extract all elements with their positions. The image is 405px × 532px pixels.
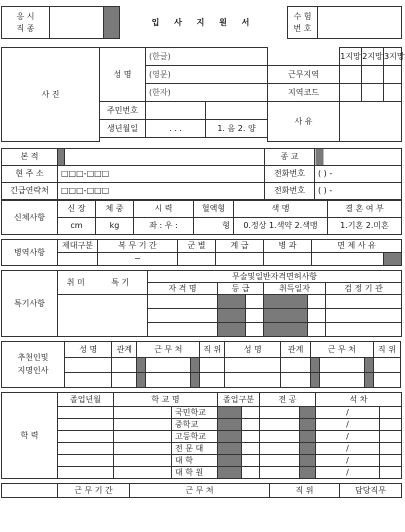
shaded-cell [300, 431, 316, 443]
shaded-cell [300, 419, 316, 431]
grad-type-input[interactable] [242, 443, 260, 455]
cert-grade-input[interactable] [246, 295, 264, 309]
resident-number-back[interactable] [206, 102, 268, 120]
school-level: 대 학 원 [172, 467, 218, 479]
branch-input[interactable] [178, 253, 216, 266]
ref2-name-header: 성 명 [225, 342, 281, 358]
name-hanja-field[interactable]: (한자) [146, 84, 268, 102]
shaded-cell [218, 407, 242, 419]
major-input[interactable] [260, 419, 300, 431]
weight-header: 체 중 [96, 201, 134, 218]
cert-agency-input[interactable] [326, 309, 402, 323]
weight-input[interactable]: kg [96, 218, 134, 235]
rank-input[interactable]: / [316, 431, 380, 443]
period-header: 복 무 기 간 [98, 240, 178, 253]
specialty-header: 병 과 [264, 240, 312, 253]
ref-name-input[interactable] [65, 373, 112, 388]
school-level: 중학교 [172, 419, 218, 431]
birthdate-input[interactable]: . . . [146, 120, 206, 138]
exemption-header: 면 제 사 유 [312, 240, 402, 253]
shaded-cell [300, 455, 316, 467]
body-info [1, 200, 402, 235]
pref-3-label: 3지망 [384, 48, 402, 66]
shaded-cell [218, 419, 242, 431]
cert-date-input[interactable] [308, 309, 326, 323]
ref-relation-input[interactable] [112, 358, 137, 373]
shaded-cell [384, 253, 402, 266]
grad-type-input[interactable] [242, 431, 260, 443]
emergency-phone-label: 전화번호 [265, 183, 315, 200]
resident-number-label: 주민번호 [100, 102, 146, 120]
period-input[interactable]: ~ [98, 253, 178, 266]
shaded-cell [310, 358, 319, 373]
exam-field-label: 응 시 직 종 [2, 7, 50, 39]
ref-workplace-header: 근 무 처 [137, 342, 200, 358]
marital-options[interactable]: 1.기혼 2.미혼 [328, 218, 402, 235]
rank-extra[interactable] [380, 419, 402, 431]
ref2-position-header: 직 위 [373, 342, 400, 358]
shaded-cell [137, 373, 146, 388]
education-section-label: 학 력 [2, 393, 58, 479]
photo-box[interactable]: 사 진 [2, 48, 100, 142]
ref-workplace-input[interactable] [146, 358, 191, 373]
grad-type-input[interactable] [242, 455, 260, 467]
cert-agency-input[interactable] [326, 295, 402, 309]
grad-type-input[interactable] [242, 419, 260, 431]
career-section-label [2, 484, 58, 498]
military-section-label: 병역사항 [2, 240, 58, 266]
marital-header: 결 혼 여 부 [328, 201, 402, 218]
grad-date-header: 졸업년월 [58, 393, 114, 407]
emergency-phone-input[interactable]: ( ) - [315, 183, 402, 200]
ref-position-input[interactable] [200, 358, 225, 373]
phone-input[interactable]: ( ) - [315, 166, 402, 183]
career-duty-header: 담당직무 [340, 484, 402, 498]
grad-type-input[interactable] [242, 407, 260, 419]
blood-input[interactable]: 형 [194, 218, 234, 235]
ref2-position-input[interactable] [373, 358, 400, 373]
special-info [1, 270, 402, 337]
discharge-input[interactable] [58, 253, 98, 266]
school-name-input[interactable] [114, 467, 172, 479]
major-input[interactable] [260, 407, 300, 419]
vision-input[interactable]: 좌 : 우 : [134, 218, 194, 235]
resident-number-front[interactable] [146, 102, 206, 120]
cert-date-input[interactable] [308, 323, 326, 337]
cert-grade-input[interactable] [246, 309, 264, 323]
special-section-label: 특기사항 [2, 271, 58, 337]
rank-extra[interactable] [380, 467, 402, 479]
rank-extra[interactable] [380, 431, 402, 443]
name-label: 성 명 [100, 48, 146, 102]
rank-header: 계 급 [216, 240, 264, 253]
grad-date-input[interactable] [58, 467, 114, 479]
ref-workplace-input[interactable] [146, 373, 191, 388]
specialty-input[interactable] [264, 253, 312, 266]
region-code-2[interactable] [362, 84, 384, 102]
hobby-label: 취 미 [58, 271, 94, 295]
emergency-input[interactable]: □□□-□□□ [58, 183, 265, 200]
branch-header: 군 별 [178, 240, 216, 253]
grad-date-input[interactable] [58, 443, 114, 455]
major-input[interactable] [260, 443, 300, 455]
shaded-cell [300, 407, 316, 419]
page-title: 입 사 지 원 서 [151, 17, 256, 27]
gender-options[interactable]: 1. 음 2. 양 [206, 120, 268, 138]
origin-input[interactable] [65, 149, 265, 166]
shaded-cell [191, 373, 200, 388]
rank-input[interactable]: / [316, 467, 380, 479]
ref2-name-input[interactable] [225, 373, 281, 388]
pref-3-input[interactable] [384, 66, 402, 84]
rank-input[interactable]: / [316, 455, 380, 467]
career-position-header: 직 위 [270, 484, 340, 498]
spacer [314, 48, 340, 66]
education-info [1, 392, 402, 479]
reason-label: 사 유 [268, 102, 340, 142]
rank-header: 석 차 [316, 393, 402, 407]
pref-2-input[interactable] [362, 66, 384, 84]
shaded-cell [104, 7, 120, 39]
shaded-cell [218, 467, 242, 479]
ref2-workplace-input[interactable] [319, 358, 364, 373]
rank-extra[interactable] [380, 443, 402, 455]
cert-date-input[interactable] [308, 295, 326, 309]
ref2-position-input[interactable] [373, 373, 400, 388]
career-period-header: 근 무 기 간 [58, 484, 130, 498]
cert-name-header: 자 격 명 [148, 283, 218, 295]
pref-1-label: 1지망 [340, 48, 362, 66]
region-code-3[interactable] [384, 84, 402, 102]
region-code-label: 지역코드 [268, 84, 340, 102]
pref-2-label: 2지망 [362, 48, 384, 66]
grad-date-input[interactable] [58, 455, 114, 467]
grad-type-header: 졸업구분 [218, 393, 260, 407]
references-section-label: 추천인및 지명인사 [2, 342, 65, 388]
school-name-input[interactable] [114, 431, 172, 443]
contact-info [1, 148, 402, 200]
height-input[interactable]: cm [58, 218, 96, 235]
shaded-cell [300, 443, 316, 455]
cert-agency-input[interactable] [326, 323, 402, 337]
shaded-cell [364, 373, 373, 388]
shaded-cell [300, 467, 316, 479]
shaded-cell [264, 309, 308, 323]
school-name-input[interactable] [114, 455, 172, 467]
ref-position-header: 직 위 [200, 342, 225, 358]
rank-input[interactable]: / [316, 443, 380, 455]
hobby-skill-input[interactable] [58, 295, 148, 337]
name-korean-field[interactable]: (한글) [146, 48, 268, 66]
cert-name-input[interactable] [148, 309, 218, 323]
major-input[interactable] [260, 431, 300, 443]
height-header: 신 장 [58, 201, 96, 218]
spacer [268, 48, 314, 66]
colorblind-options[interactable]: 0.정상 1.색약 2.색맹 [234, 218, 328, 235]
blood-header: 혈액형 [194, 201, 234, 218]
work-region-label: 근무지역 [268, 66, 340, 84]
shaded-cell [264, 323, 308, 337]
religion-input[interactable] [315, 149, 402, 166]
rank-extra[interactable] [380, 455, 402, 467]
region-code-1[interactable] [340, 84, 362, 102]
cert-date-header: 취득일자 [264, 283, 326, 295]
ref2-name-input[interactable] [225, 358, 281, 373]
ref2-relation-header: 관계 [281, 342, 310, 358]
name-english-field[interactable]: (영문) [146, 66, 268, 84]
application-form [0, 6, 405, 532]
exam-number-input[interactable] [318, 7, 402, 39]
discharge-header: 제대구분 [58, 240, 98, 253]
major-header: 전 공 [260, 393, 316, 407]
address-label: 현 주 소 [2, 166, 58, 183]
cert-name-input[interactable] [148, 323, 218, 337]
ref-name-header: 성 명 [65, 342, 112, 358]
cert-grade-input[interactable] [246, 323, 264, 337]
spacer [100, 138, 268, 142]
cert-title: 무술및일반자격면허사항 [148, 271, 402, 283]
ref-name-input[interactable] [65, 358, 112, 373]
vision-header: 시 력 [134, 201, 194, 218]
shaded-cell [218, 455, 242, 467]
shaded-cell [218, 309, 246, 323]
rank-extra[interactable] [380, 407, 402, 419]
ref2-relation-input[interactable] [281, 373, 310, 388]
body-section-label: 신체사항 [2, 201, 58, 235]
school-level: 대 학 [172, 455, 218, 467]
shaded-cell [264, 295, 308, 309]
shaded-cell [218, 443, 242, 455]
grad-type-input[interactable] [242, 467, 260, 479]
exemption-input[interactable] [312, 253, 384, 266]
ref-position-input[interactable] [200, 373, 225, 388]
military-info [1, 239, 402, 266]
personal-info [1, 47, 405, 142]
birthdate-label: 생년월일 [100, 120, 146, 138]
school-level: 고등학교 [172, 431, 218, 443]
school-name-input[interactable] [114, 407, 172, 419]
cert-name-input[interactable] [148, 295, 218, 309]
rank-input[interactable]: / [316, 419, 380, 431]
ref2-workplace-header: 근 무 처 [310, 342, 373, 358]
major-input[interactable] [260, 467, 300, 479]
shaded-cell [310, 373, 319, 388]
ref-relation-header: 관계 [112, 342, 137, 358]
career-info [1, 483, 402, 498]
rank-input[interactable]: / [316, 407, 380, 419]
shaded-cell [191, 358, 200, 373]
grad-date-input[interactable] [58, 419, 114, 431]
rank-input[interactable] [216, 253, 264, 266]
skill-label: 특 기 [94, 271, 148, 295]
phone-label: 전화번호 [265, 166, 315, 183]
shaded-cell [218, 323, 246, 337]
shaded-cell [218, 431, 242, 443]
origin-label: 본 적 [2, 149, 58, 166]
exam-field-input[interactable] [50, 7, 104, 39]
pref-1-input[interactable] [340, 66, 362, 84]
grad-date-input[interactable] [58, 407, 114, 419]
cert-grade-header: 등 급 [218, 283, 264, 295]
major-input[interactable] [260, 455, 300, 467]
address-input[interactable]: □□□-□□□ [58, 166, 265, 183]
shaded-cell [58, 149, 65, 166]
shaded-cell [364, 358, 373, 373]
school-name-input[interactable] [114, 419, 172, 431]
form-header [1, 6, 402, 39]
references-info [1, 341, 401, 388]
school-level: 전 문 대 [172, 443, 218, 455]
ref2-relation-input[interactable] [281, 358, 310, 373]
shaded-cell [218, 295, 246, 309]
ref-relation-input[interactable] [112, 373, 137, 388]
school-header: 학 교 명 [114, 393, 218, 407]
colorblind-header: 색 맹 [234, 201, 328, 218]
school-name-input[interactable] [114, 443, 172, 455]
religion-label: 종 교 [265, 149, 315, 166]
cert-agency-header: 검 정 기 관 [326, 283, 402, 295]
grad-date-input[interactable] [58, 431, 114, 443]
exam-number-label: 수 험 번 호 [288, 7, 318, 39]
reason-input[interactable] [340, 102, 402, 142]
emergency-label: 긴급연락처 [2, 183, 58, 200]
school-level: 국민학교 [172, 407, 218, 419]
shaded-cell [137, 358, 146, 373]
career-workplace-header: 근 무 처 [130, 484, 270, 498]
ref2-workplace-input[interactable] [319, 373, 364, 388]
